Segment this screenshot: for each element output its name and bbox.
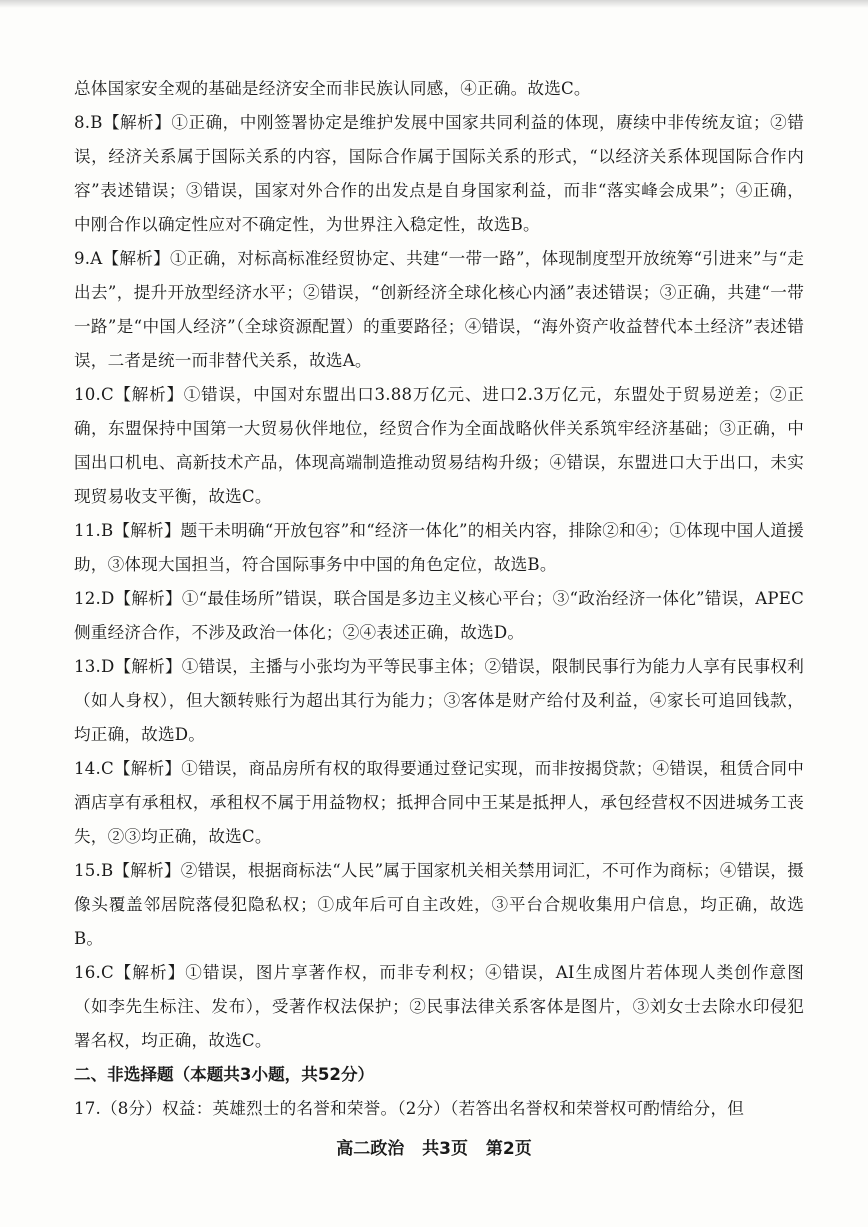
answer-paragraph-q11: 11.B【解析】题干未明确“开放包容”和“经济一体化”的相关内容，排除②和④；①体现中国人道援助，③体现大国担当，符合国际事务中中国的角色定位，故选B。 <box>74 521 804 574</box>
answer-paragraph-q16: 16.C【解析】①错误，图片享著作权，而非专利权；④错误，AI生成图片若体现人类创作意图（如李先生标注、发布），受著作权法保护；②民事法律关系客体是图片，③刘女士去除水印侵犯署名权，均正确，故选C。 <box>74 963 804 1050</box>
answer-paragraph-continuation: 总体国家安全观的基础是经济安全而非民族认同感，④正确。故选C。 <box>74 79 591 98</box>
answer-paragraph-q8: 8.B【解析】①正确，中刚签署协定是维护发展中国家共同利益的体现，赓续中非传统友谊；②错误，经济关系属于国际关系的内容，国际合作属于国际关系的形式，“以经济关系体现国际合作内容”表述错误；③错误，国家对外合作的出发点是自身国家利益，而非“落实峰会成果”；④正确，中刚合作以确定性应对不确定性，为世界注入稳定性，故选B。 <box>74 113 804 234</box>
section-heading: 二、非选择题（本题共3小题，共52分） <box>74 1065 375 1084</box>
answer-key-body <box>74 72 804 1126</box>
footer-subject: 高二政治 <box>336 1139 405 1159</box>
footer-page-number: 第2页 <box>485 1139 532 1159</box>
answer-paragraph-q15: 15.B【解析】②错误，根据商标法“人民”属于国家机关相关禁用词汇，不可作为商标；④错误，摄像头覆盖邻居院落侵犯隐私权；①成年后可自主改姓，③平台合规收集用户信息，均正确，故选B。 <box>74 861 804 948</box>
answer-paragraph-q13: 13.D【解析】①错误，主播与小张均为平等民事主体；②错误，限制民事行为能力人享有民事权利（如人身权），但大额转账行为超出其行为能力；③客体是财产给付及利益，④家长可追回钱款，均正确，故选D。 <box>74 657 804 744</box>
page-footer <box>0 1134 868 1159</box>
answer-paragraph-q9: 9.A【解析】①正确，对标高标准经贸协定、共建“一带一路”，体现制度型开放统筹“引进来”与“走出去”，提升开放型经济水平；②错误，“创新经济全球化核心内涵”表述错误；③正确，共建“一带一路”是“中国人经济”（全球资源配置）的重要路径；④错误，“海外资产收益替代本土经济”表述错误，二者是统一而非替代关系，故选A。 <box>74 249 804 370</box>
answer-paragraph-q14: 14.C【解析】①错误，商品房所有权的取得要通过登记实现，而非按揭贷款；④错误，租赁合同中酒店享有承租权，承租权不属于用益物权；抵押合同中王某是抵押人，承包经营权不因进城务工丧失，②③均正确，故选C。 <box>74 759 804 846</box>
answer-paragraph-q12: 12.D【解析】①“最佳场所”错误，联合国是多边主义核心平台；③“政治经济一体化”错误，APEC侧重经济合作，不涉及政治一体化；②④表述正确，故选D。 <box>74 589 804 642</box>
footer-total-pages: 共3页 <box>422 1139 468 1159</box>
answer-paragraph-q10: 10.C【解析】①错误，中国对东盟出口3.88万亿元、进口2.3万亿元，东盟处于贸易逆差；②正确，东盟保持中国第一大贸易伙伴地位，经贸合作为全面战略伙伴关系筑牢经济基础；③正确，中国出口机电、高新技术产品，体现高端制造推动贸易结构升级；④错误，东盟进口大于出口，未实现贸易收支平衡，故选C。 <box>74 385 804 506</box>
scan-top-edge <box>0 0 868 8</box>
answer-paragraph-q17: 17.（8分）权益：英雄烈士的名誉和荣誉。（2分）（若答出名誉权和荣誉权可酌情给分，但 <box>74 1099 745 1118</box>
